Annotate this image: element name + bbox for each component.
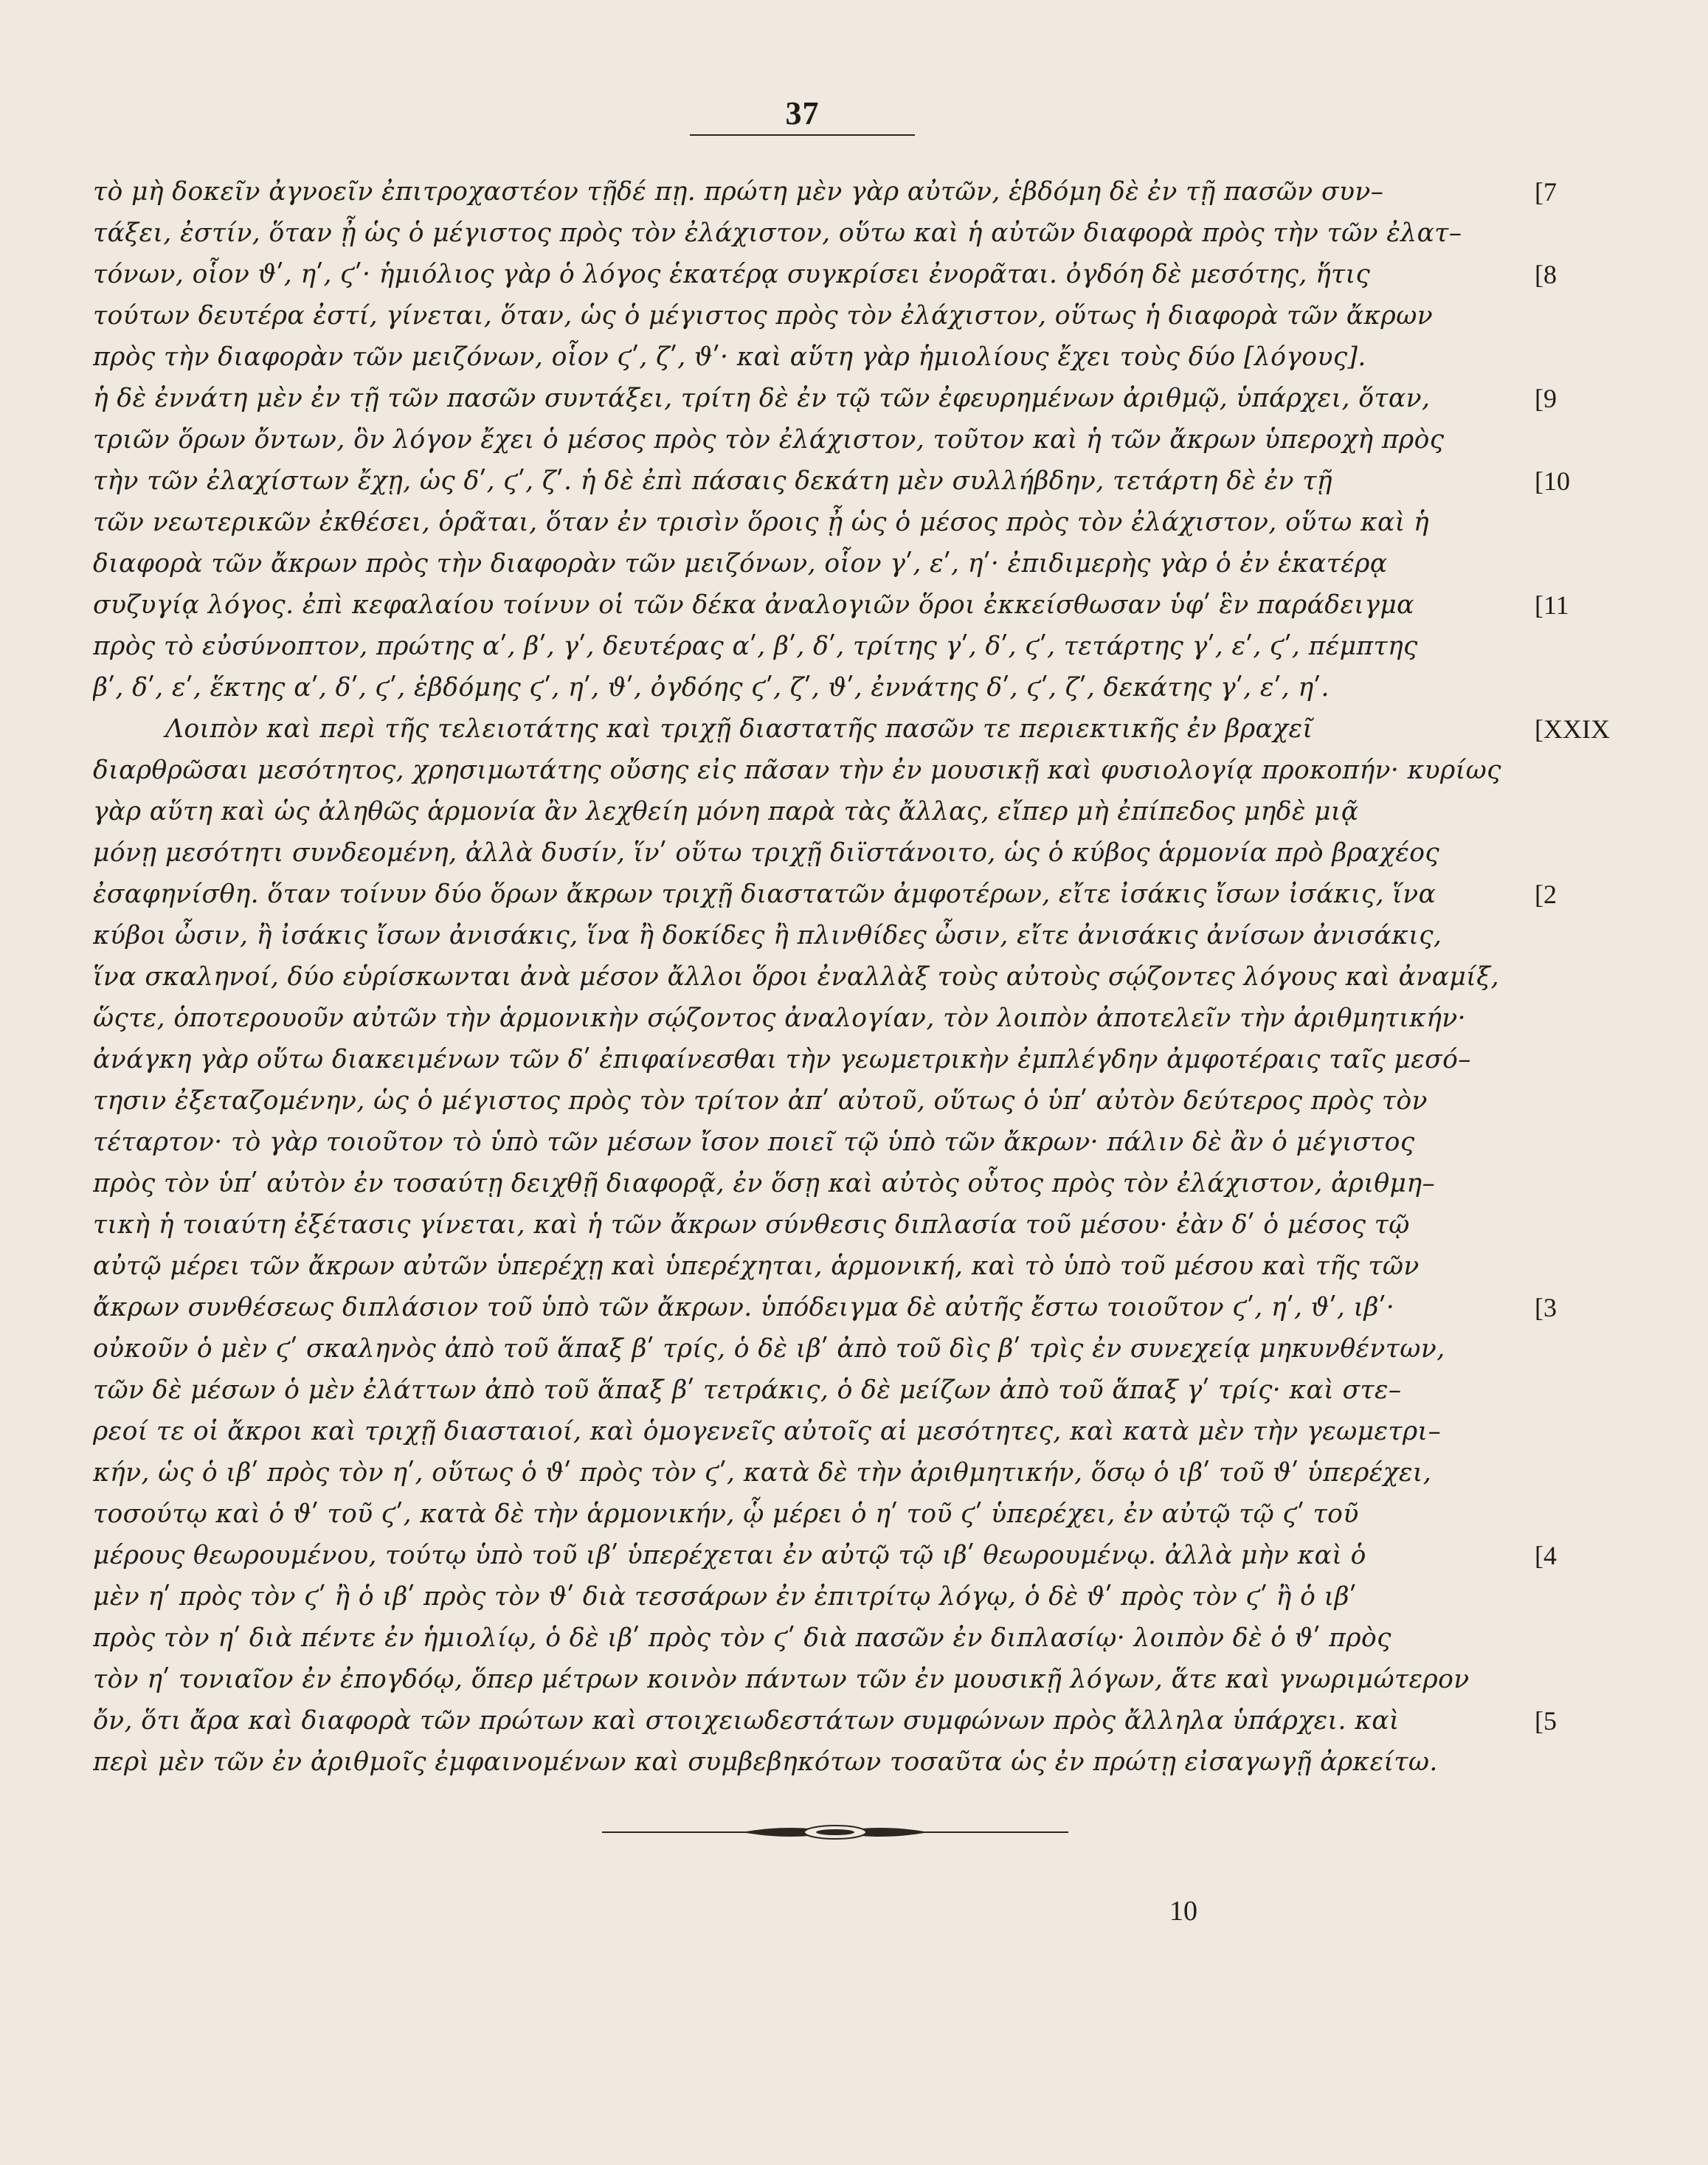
margin-section-number: [7 (1535, 177, 1557, 207)
margin-section-number: [5 (1535, 1706, 1557, 1736)
text-line: τῶν νεωτερικῶν ἐκθέσει, ὁρᾶται, ὅταν ἐν τρισὶν ὅροις ᾖ ὡς ὁ μέσος πρὸς τὸν ἐλάχιστον, οὕτω καὶ ἡ (93, 508, 1430, 537)
text-line: ἄκρων συνθέσεως διπλάσιον τοῦ ὑπὸ τῶν ἄκρων. ὑπόδειγμα δὲ αὐτῆς ἔστω τοιοῦτον ϛʹ, ηʹ, ϑʹ, ιβʹ· (93, 1293, 1395, 1322)
text-line: συζυγίᾳ λόγος. ἐπὶ κεφαλαίου τοίνυν οἱ τῶν δέκα ἀναλογιῶν ὅροι ἐκκείσθωσαν ὑφʹ ἓν παράδειγμα (93, 590, 1414, 620)
text-line: τὸν ηʹ τονιαῖον ἐν ἐπογδόῳ, ὅπερ μέτρων κοινὸν πάντων τῶν ἐν μουσικῇ λόγων, ἅτε καὶ γνωριμώτερον (93, 1665, 1470, 1694)
text-line: πρὸς τὴν διαφορὰν τῶν μειζόνων, οἷον ϛʹ, ζʹ, ϑʹ· καὶ αὕτη γὰρ ἡμιολίους ἔχει τοὺς δύο [λόγους]. (93, 342, 1366, 372)
text-line: διαφορὰ τῶν ἄκρων πρὸς τὴν διαφορὰν τῶν μειζόνων, οἷον γʹ, εʹ, ηʹ· ἐπιδιμερὴς γὰρ ὁ ἐν ἑκατέρᾳ (93, 549, 1388, 579)
text-line: κύβοι ὦσιν, ἢ ἰσάκις ἴσων ἀνισάκις, ἵνα ἢ δοκίδες ἢ πλινθίδες ὦσιν, εἴτε ἀνισάκις ἀνίσων ἀνισάκις, (93, 921, 1442, 950)
page-number: 37 (785, 95, 820, 131)
ornament-rule-icon (602, 1821, 1068, 1843)
text-line: ὥςτε, ὁποτερουοῦν αὐτῶν τὴν ἁρμονικὴν σῴζοντος ἀναλογίαν, τὸν λοιπὸν ἀποτελεῖν τὴν ἀριθμητικήν· (93, 1004, 1467, 1033)
text-line: κήν, ὡς ὁ ιβʹ πρὸς τὸν ηʹ, οὕτως ὁ ϑʹ πρὸς τὸν ϛʹ, κατὰ δὲ τὴν ἀριθμητικήν, ὅσῳ ὁ ιβʹ τοῦ ϑʹ ὑπερέχει, (93, 1458, 1432, 1488)
text-line: τόνων, οἷον ϑʹ, ηʹ, ϛʹ· ἡμιόλιος γὰρ ὁ λόγος ἑκατέρᾳ συγκρίσει ἐνορᾶται. ὀγδόη δὲ μεσότης, ἥτις (93, 260, 1371, 289)
text-line: μέρους θεωρουμένου, τούτῳ ὑπὸ τοῦ ιβʹ ὑπερέχεται ἐν αὐτῷ τῷ ιβʹ θεωρουμένῳ. ἀλλὰ μὴν καὶ ὁ (93, 1541, 1366, 1570)
text-line: τὸ μὴ δοκεῖν ἀγνοεῖν ἐπιτροχαστέον τῇδέ πῃ. πρώτη μὲν γὰρ αὐτῶν, ἑβδόμη δὲ ἐν τῇ πασῶν συν– (93, 177, 1384, 207)
text-line: μόνῃ μεσότητι συνδεομένη, ἀλλὰ δυσίν, ἵνʹ οὕτω τριχῇ διϊστάνοιτο, ὡς ὁ κύβος ἁρμονία πρὸ βραχέος (93, 838, 1440, 868)
text-line: ἐσαφηνίσθη. ὅταν τοίνυν δύο ὅρων ἄκρων τριχῇ διαστατῶν ἀμφοτέρων, εἴτε ἰσάκις ἴσων ἰσάκις, ἵνα (93, 880, 1436, 909)
margin-section-number: [9 (1535, 384, 1557, 413)
text-line: μὲν ηʹ πρὸς τὸν ϛʹ ἢ ὁ ιβʹ πρὸς τὸν ϑʹ διὰ τεσσάρων ἐν ἐπιτρίτῳ λόγῳ, ὁ δὲ ϑʹ πρὸς τὸν ϛʹ ἢ ὁ ιβʹ (93, 1582, 1357, 1612)
text-line: πρὸς τὸν ηʹ διὰ πέντε ἐν ἡμιολίῳ, ὁ δὲ ιβʹ πρὸς τὸν ϛʹ διὰ πασῶν ἐν διπλασίῳ· λοιπὸν δὲ ὁ ϑʹ πρὸς (93, 1623, 1391, 1653)
text-line: τέταρτον· τὸ γὰρ τοιοῦτον τὸ ὑπὸ τῶν μέσων ἴσον ποιεῖ τῷ ὑπὸ τῶν ἄκρων· πάλιν δὲ ἂν ὁ μέγιστος (93, 1128, 1415, 1157)
header-rule (690, 134, 915, 136)
text-line: τὴν τῶν ἐλαχίστων ἔχῃ, ὡς δʹ, ϛʹ, ζʹ. ἡ δὲ ἐπὶ πάσαις δεκάτη μὲν συλλήβδην, τετάρτη δὲ ἐν τῇ (93, 466, 1332, 496)
body-text (93, 171, 1532, 1783)
text-line: ἡ δὲ ἐννάτη μὲν ἐν τῇ τῶν πασῶν συντάξει, τρίτη δὲ ἐν τῷ τῶν ἐφευρημένων ἀριθμῷ, ὑπάρχει, ὅταν, (93, 384, 1431, 413)
text-line: πρὸς τὸ εὐσύνοπτον, πρώτης αʹ, βʹ, γʹ, δευτέρας αʹ, βʹ, δʹ, τρίτης γʹ, δʹ, ϛʹ, τετάρτης γʹ, εʹ, ϛʹ, πέμπτης (93, 632, 1418, 661)
text-line: τοσούτῳ καὶ ὁ ϑʹ τοῦ ϛʹ, κατὰ δὲ τὴν ἁρμονικήν, ᾧ μέρει ὁ ηʹ τοῦ ϛʹ ὑπερέχει, ἐν αὐτῷ τῷ ϛʹ τοῦ (93, 1499, 1359, 1529)
margin-section-number: [3 (1535, 1293, 1557, 1322)
text-line: ἵνα σκαληνοί, δύο εὑρίσκωνται ἀνὰ μέσον ἄλλοι ὅροι ἐναλλὰξ τοὺς αὐτοὺς σῴζοντες λόγους καὶ ἀναμίξ, (93, 962, 1499, 992)
text-line: τριῶν ὅρων ὄντων, ὃν λόγον ἔχει ὁ μέσος πρὸς τὸν ἐλάχιστον, τοῦτον καὶ ἡ τῶν ἄκρων ὑπεροχὴ πρὸς (93, 425, 1445, 455)
signature-mark: 10 (1169, 1896, 1197, 1927)
margin-section-number: [8 (1535, 260, 1557, 289)
margin-section-number: [10 (1535, 466, 1570, 496)
text-line: βʹ, δʹ, εʹ, ἕκτης αʹ, δʹ, ϛʹ, ἑβδόμης ϛʹ, ηʹ, ϑʹ, ὀγδόης ϛʹ, ζʹ, ϑʹ, ἐννάτης δʹ, ϛʹ, ζʹ, δεκάτης γʹ, εʹ, ηʹ. (93, 673, 1330, 702)
text-line: ρεοί τε οἱ ἄκροι καὶ τριχῇ διασταιοί, καὶ ὁμογενεῖς αὐτοῖς αἱ μεσότητες, καὶ κατὰ μὲν τὴν γεωμετρι– (93, 1417, 1442, 1446)
text-line: ὄν, ὅτι ἄρα καὶ διαφορὰ τῶν πρώτων καὶ στοιχειωδεστάτων συμφώνων πρὸς ἄλληλα ὑπάρχει. καὶ (93, 1706, 1400, 1736)
margin-section-number: [XXIX (1535, 714, 1610, 744)
text-line: τῶν δὲ μέσων ὁ μὲν ἐλάττων ἀπὸ τοῦ ἅπαξ βʹ τετράκις, ὁ δὲ μείζων ἀπὸ τοῦ ἅπαξ γʹ τρίς· καὶ στε– (93, 1375, 1402, 1405)
margin-section-number: [11 (1535, 590, 1569, 620)
margin-section-number: [2 (1535, 880, 1557, 909)
text-line: ἀνάγκη γὰρ οὕτω διακειμένων τῶν δʹ ἐπιφαίνεσθαι τὴν γεωμετρικὴν ἐμπλέγδην ἀμφοτέραις ταῖς μεσό– (93, 1045, 1471, 1074)
footer-ornament (602, 1821, 1068, 1843)
text-line: τούτων δευτέρα ἐστί, γίνεται, ὅταν, ὡς ὁ μέγιστος πρὸς τὸν ἐλάχιστον, οὕτως ἡ διαφορὰ τῶν ἄκρων (93, 301, 1434, 331)
text-line: περὶ μὲν τῶν ἐν ἀριθμοῖς ἐμφαινομένων καὶ συμβεβηκότων τοσαῦτα ὡς ἐν πρώτῃ εἰσαγωγῇ ἀρκείτω. (93, 1747, 1438, 1777)
text-line: αὐτῷ μέρει τῶν ἄκρων αὐτῶν ὑπερέχῃ καὶ ὑπερέχηται, ἁρμονική, καὶ τὸ ὑπὸ τοῦ μέσου καὶ τῆς τῶν (93, 1251, 1420, 1281)
text-line: γὰρ αὕτη καὶ ὡς ἀληθῶς ἁρμονία ἂν λεχθείη μόνη παρὰ τὰς ἄλλας, εἴπερ μὴ ἐπίπεδος μηδὲ μιᾷ (93, 797, 1359, 826)
text-line: τάξει, ἐστίν, ὅταν ᾖ ὡς ὁ μέγιστος πρὸς τὸν ἐλάχιστον, οὕτω καὶ ἡ αὐτῶν διαφορὰ πρὸς τὴν τῶν ἐλατ– (93, 218, 1462, 248)
text-line: τησιν ἐξεταζομένην, ὡς ὁ μέγιστος πρὸς τὸν τρίτον ἀπʹ αὐτοῦ, οὕτως ὁ ὑπʹ αὐτὸν δεύτερος πρὸς τὸν (93, 1086, 1428, 1116)
text-line: διαρθρῶσαι μεσότητος, χρησιμωτάτης οὔσης εἰς πᾶσαν τὴν ἐν μουσικῇ καὶ φυσιολογίᾳ προκοπήν· κυρίως (93, 756, 1501, 785)
margin-section-number: [4 (1535, 1541, 1557, 1570)
text-line: Λοιπὸν καὶ περὶ τῆς τελειοτάτης καὶ τριχῇ διαστατῆς πασῶν τε περιεκτικῆς ἐν βραχεῖ (165, 714, 1313, 744)
text-line: τικὴ ἡ τοιαύτη ἐξέτασις γίνεται, καὶ ἡ τῶν ἄκρων σύνθεσις διπλασία τοῦ μέσου· ἐὰν δʹ ὁ μέσος τῷ (93, 1210, 1410, 1240)
text-line: πρὸς τὸν ὑπʹ αὐτὸν ἐν τοσαύτῃ δειχθῇ διαφορᾷ, ἐν ὅσῃ καὶ αὐτὸς οὗτος πρὸς τὸν ἐλάχιστον, ἀριθμη– (93, 1169, 1436, 1198)
text-line: οὐκοῦν ὁ μὲν ϛʹ σκαληνὸς ἀπὸ τοῦ ἅπαξ βʹ τρίς, ὁ δὲ ιβʹ ἀπὸ τοῦ δὶς βʹ τρὶς ἐν συνεχείᾳ μηκυνθέντων, (93, 1334, 1445, 1364)
